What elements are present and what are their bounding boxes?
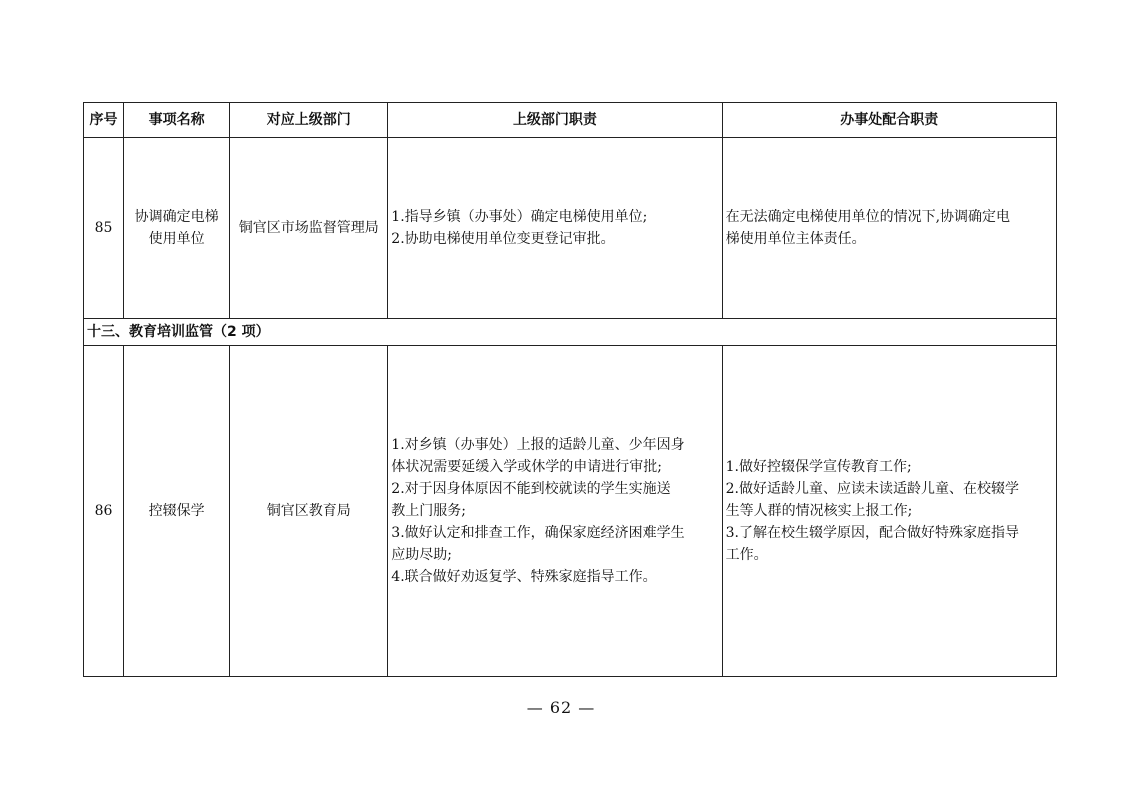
section-heading: 十三、教育培训监管（2 项） <box>84 319 1057 346</box>
page-number: — 62 — <box>526 698 596 717</box>
responsibility-table <box>83 102 1057 677</box>
row-superior-dept: 铜官区市场监督管理局 <box>230 138 388 319</box>
cooperation-line: 3.了解在校生辍学原因，配合做好特殊家庭指导 <box>725 525 1019 541</box>
responsibility-line: 1.指导乡镇（办事处）确定电梯使用单位; <box>391 209 648 225</box>
cooperation-line: 梯使用单位主体责任。 <box>725 231 866 247</box>
table-header-row <box>84 103 1057 138</box>
item-name-line: 协调确定电梯 <box>134 209 219 225</box>
row-item-name <box>124 138 230 319</box>
header-superior-responsibility: 上级部门职责 <box>388 103 722 138</box>
responsibility-line: 4.联合做好劝返复学、特殊家庭指导工作。 <box>391 569 657 585</box>
section-heading-row <box>84 319 1057 346</box>
cooperation-line: 2.做好适龄儿童、应读未读适龄儿童、在校辍学 <box>725 481 1019 497</box>
cooperation-line: 1.做好控辍保学宣传教育工作; <box>725 459 912 475</box>
row-office-cooperation <box>722 346 1056 677</box>
responsibility-line: 教上门服务; <box>391 503 466 519</box>
responsibility-line: 体状况需要延缓入学或休学的申请进行审批; <box>391 459 662 475</box>
header-serial-no: 序号 <box>84 103 124 138</box>
responsibility-line: 1.对乡镇（办事处）上报的适龄儿童、少年因身 <box>391 437 685 453</box>
responsibility-line: 2.对于因身体原因不能到校就读的学生实施送 <box>391 481 671 497</box>
row-superior-responsibility <box>388 138 722 319</box>
cooperation-line: 生等人群的情况核实上报工作; <box>725 503 913 519</box>
row-item-name: 控辍保学 <box>124 346 230 677</box>
cooperation-line: 工作。 <box>725 547 768 563</box>
header-office-cooperation: 办事处配合职责 <box>722 103 1056 138</box>
responsibility-line: 3.做好认定和排查工作，确保家庭经济困难学生 <box>391 525 685 541</box>
row-serial-no: 86 <box>84 346 124 677</box>
row-office-cooperation <box>722 138 1056 319</box>
table-row <box>84 346 1057 677</box>
responsibility-table-container <box>83 102 1057 677</box>
row-serial-no: 85 <box>84 138 124 319</box>
responsibility-line: 应助尽助; <box>391 547 452 563</box>
header-item-name: 事项名称 <box>124 103 230 138</box>
cooperation-line: 在无法确定电梯使用单位的情况下,协调确定电 <box>725 209 1011 225</box>
row-superior-dept: 铜官区教育局 <box>230 346 388 677</box>
responsibility-line: 2.协助电梯使用单位变更登记审批。 <box>391 231 615 247</box>
header-superior-dept: 对应上级部门 <box>230 103 388 138</box>
item-name-line: 使用单位 <box>148 231 205 247</box>
row-superior-responsibility <box>388 346 722 677</box>
table-row <box>84 138 1057 319</box>
